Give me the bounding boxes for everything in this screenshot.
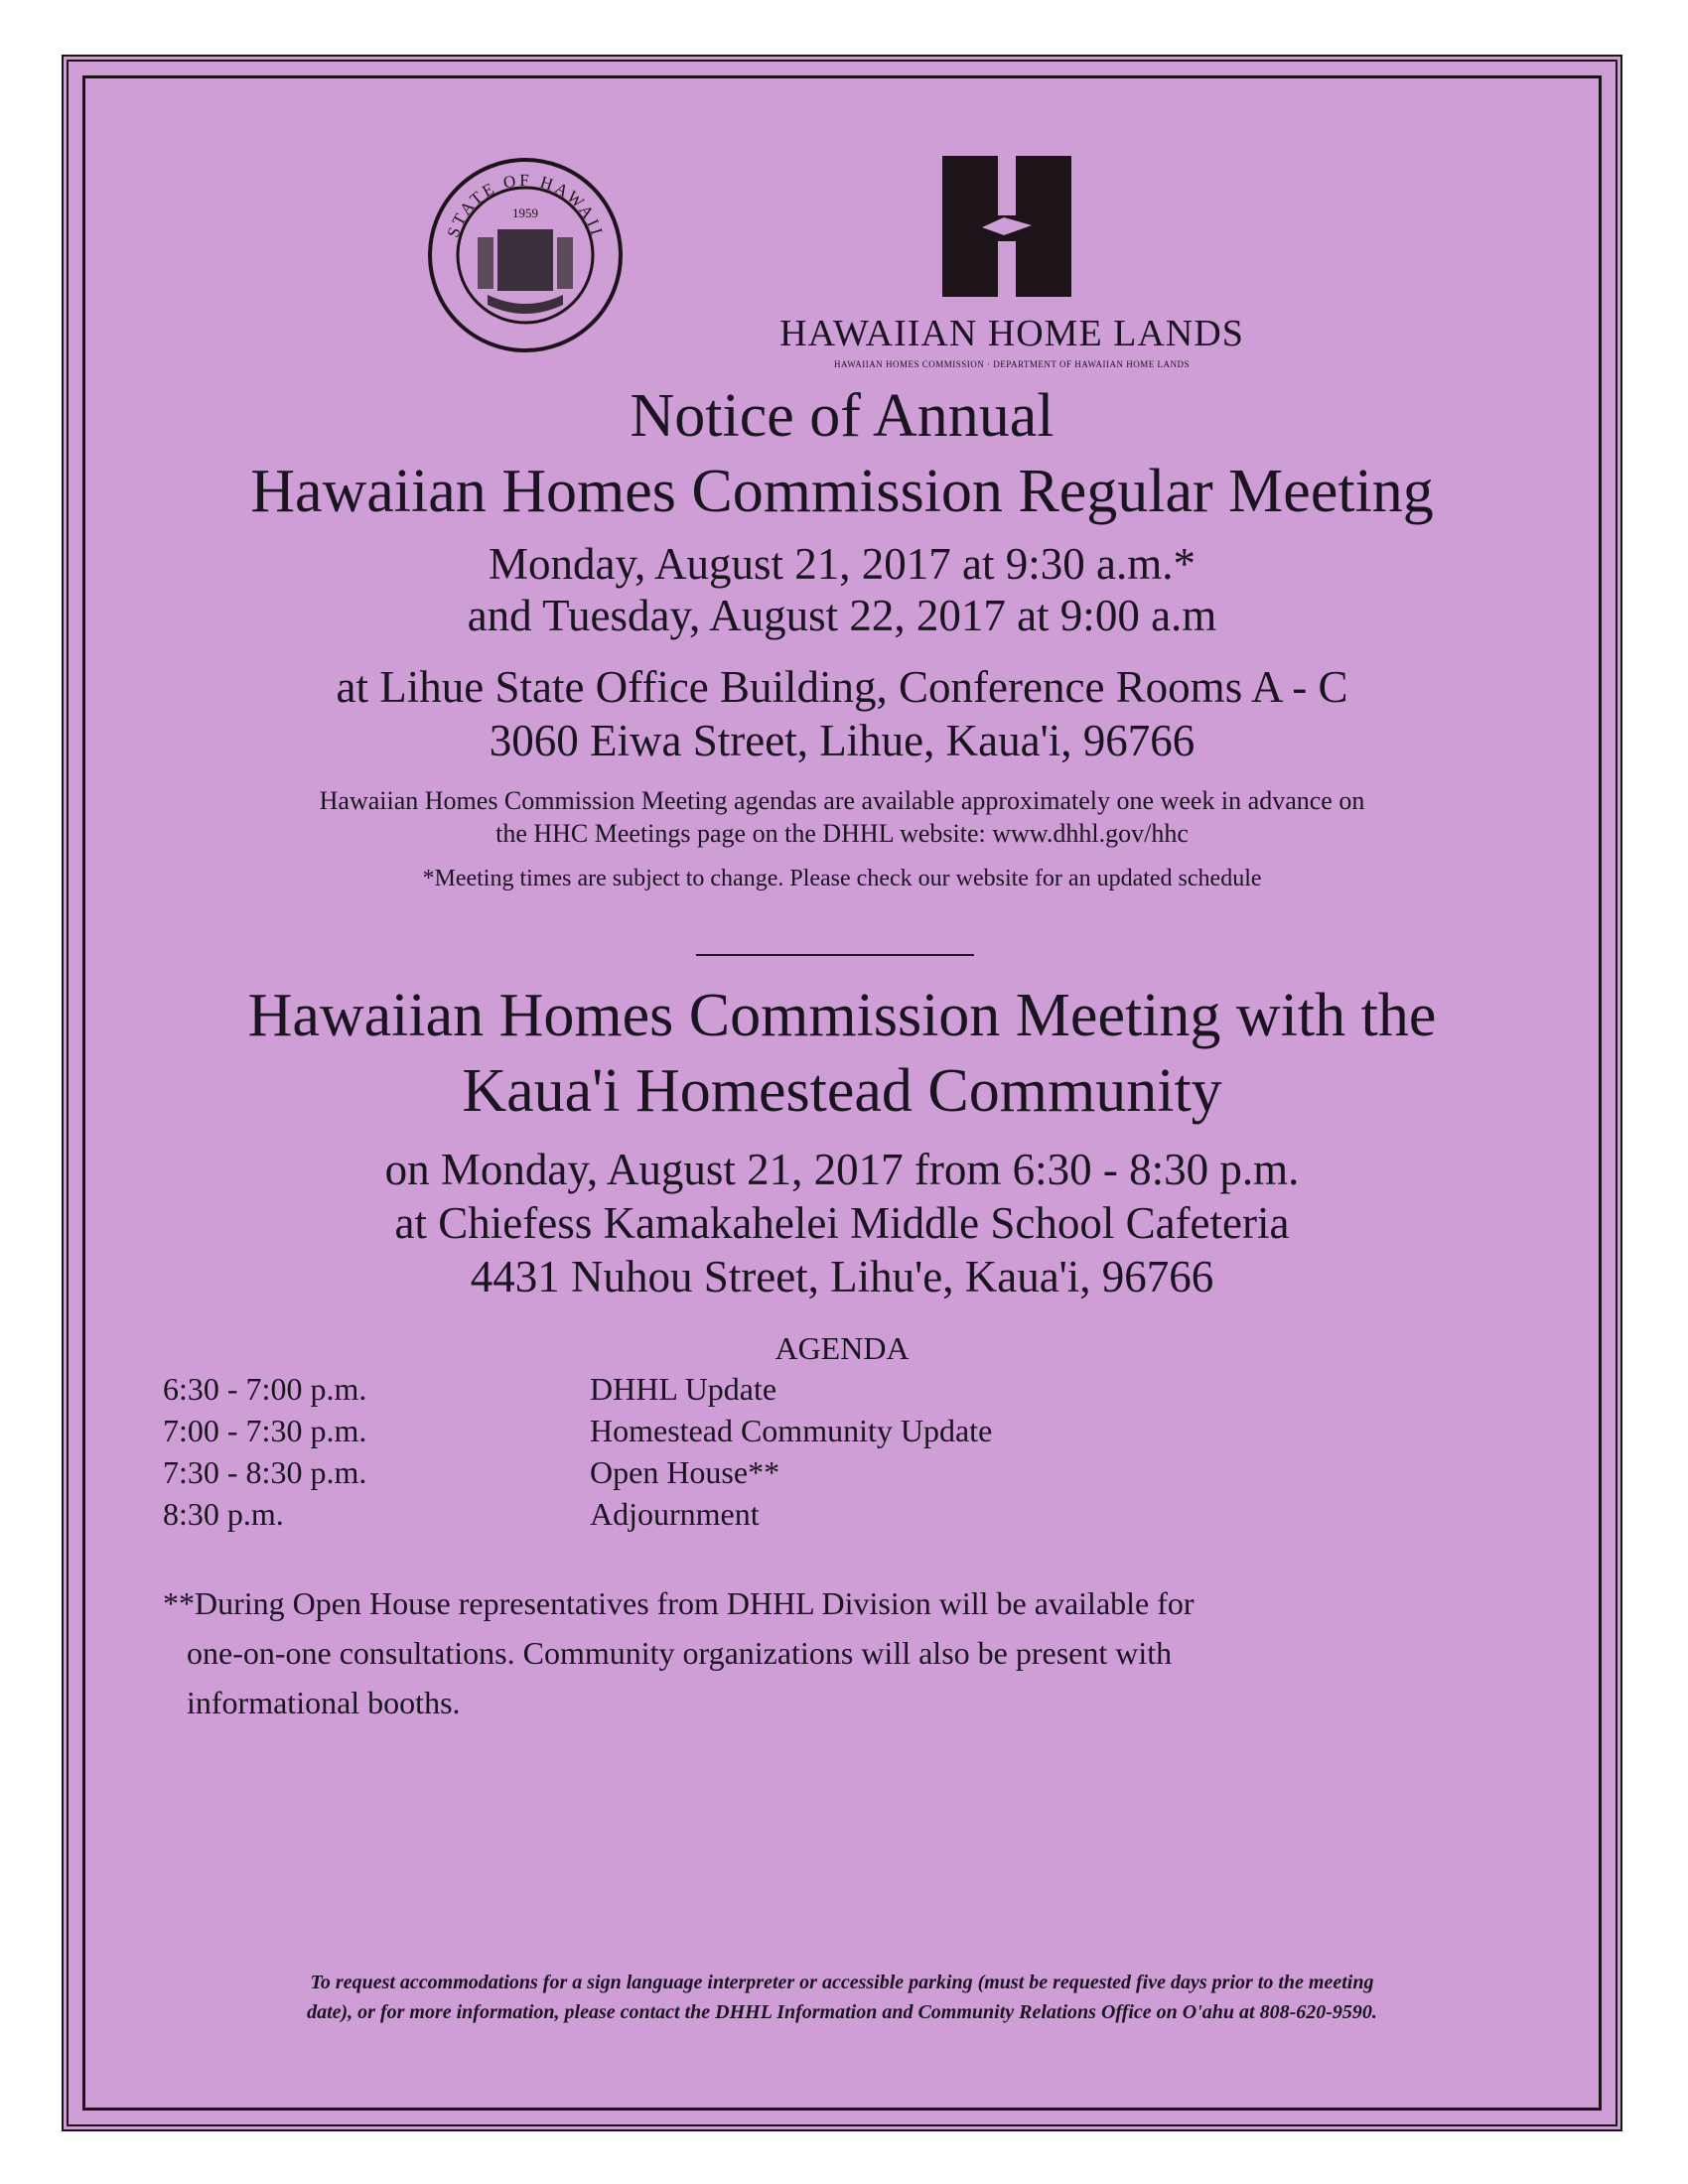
- agenda-time: 8:30 p.m.: [163, 1495, 284, 1532]
- agenda-time: 6:30 - 7:00 p.m.: [163, 1370, 367, 1407]
- accessibility-line2: date), or for more information, please contact the DHHL Information and Community Relations Office on O'ahu at 808-620-9590.: [307, 2001, 1377, 2023]
- agenda-availability-note-line1: Hawaiian Homes Commission Meeting agendas are available approximately one week in advance on: [319, 786, 1365, 815]
- community-title-line1: Hawaiian Homes Commission Meeting with the: [247, 982, 1437, 1049]
- svg-text:STATE OF HAWAII: STATE OF HAWAII: [443, 170, 608, 240]
- agenda-row: [163, 1451, 992, 1493]
- agenda-title: AGENDA: [774, 1330, 910, 1366]
- agenda-list: [163, 1368, 992, 1535]
- agenda-row: [163, 1493, 992, 1535]
- hawaiian-home-lands-logo-icon: [942, 156, 1071, 297]
- agenda-item: Open House**: [590, 1453, 780, 1490]
- agenda-row: [163, 1410, 992, 1451]
- flyer-sheet: [62, 55, 1622, 2131]
- agenda-item: Adjournment: [590, 1495, 760, 1532]
- accessibility-line1: To request accommodations for a sign language interpreter or accessible parking (must be requested five days prior to the meeting: [310, 1972, 1374, 1993]
- annual-date-line2: and Tuesday, August 22, 2017 at 9:00 a.m: [467, 591, 1217, 640]
- svg-text:1959: 1959: [512, 205, 538, 220]
- state-seal-icon: [426, 156, 625, 354]
- schedule-change-note: *Meeting times are subject to change. Please check our website for an updated schedule: [422, 866, 1262, 891]
- accessibility-notice: [69, 1968, 1616, 2027]
- community-detail-line3: 4431 Nuhou Street, Lihu'e, Kaua'i, 96766: [470, 1252, 1214, 1301]
- open-house-footnote: [163, 1578, 1493, 1727]
- agenda-row: [163, 1368, 992, 1410]
- community-detail-line1: on Monday, August 21, 2017 from 6:30 - 8:30 p.m.: [384, 1145, 1300, 1194]
- footnote-line2: one-on-one consultations. Community organizations will also be present with: [187, 1635, 1173, 1671]
- agenda-item: Homestead Community Update: [590, 1412, 993, 1448]
- agenda-time: 7:30 - 8:30 p.m.: [163, 1453, 367, 1490]
- annual-date-line1: Monday, August 21, 2017 at 9:30 a.m.*: [488, 539, 1196, 589]
- annual-title-line1: Notice of Annual: [630, 382, 1055, 450]
- section-divider: [696, 954, 974, 956]
- logo-wordmark: HAWAIIAN HOME LANDS: [779, 313, 1244, 354]
- community-detail-line2: at Chiefess Kamakahelei Middle School Cafeteria: [394, 1198, 1290, 1248]
- logo-subtitle: HAWAIIAN HOMES COMMISSION · DEPARTMENT OF HAWAIIAN HOME LANDS: [833, 359, 1191, 369]
- annual-venue-line1: at Lihue State Office Building, Conference Rooms A - C: [336, 662, 1348, 712]
- agenda-availability-note-line2: the HHC Meetings page on the DHHL website: www.dhhl.gov/hhc: [495, 819, 1189, 848]
- footnote-line1: **During Open House representatives from DHHL Division will be available for: [163, 1585, 1195, 1621]
- footnote-line3: informational booths.: [187, 1685, 461, 1720]
- annual-title-line2: Hawaiian Homes Commission Regular Meeting: [250, 458, 1434, 525]
- annual-venue-line2: 3060 Eiwa Street, Lihue, Kaua'i, 96766: [489, 716, 1196, 765]
- agenda-item: DHHL Update: [590, 1370, 777, 1407]
- agenda-time: 7:00 - 7:30 p.m.: [163, 1412, 367, 1448]
- community-title-line2: Kaua'i Homestead Community: [462, 1057, 1222, 1125]
